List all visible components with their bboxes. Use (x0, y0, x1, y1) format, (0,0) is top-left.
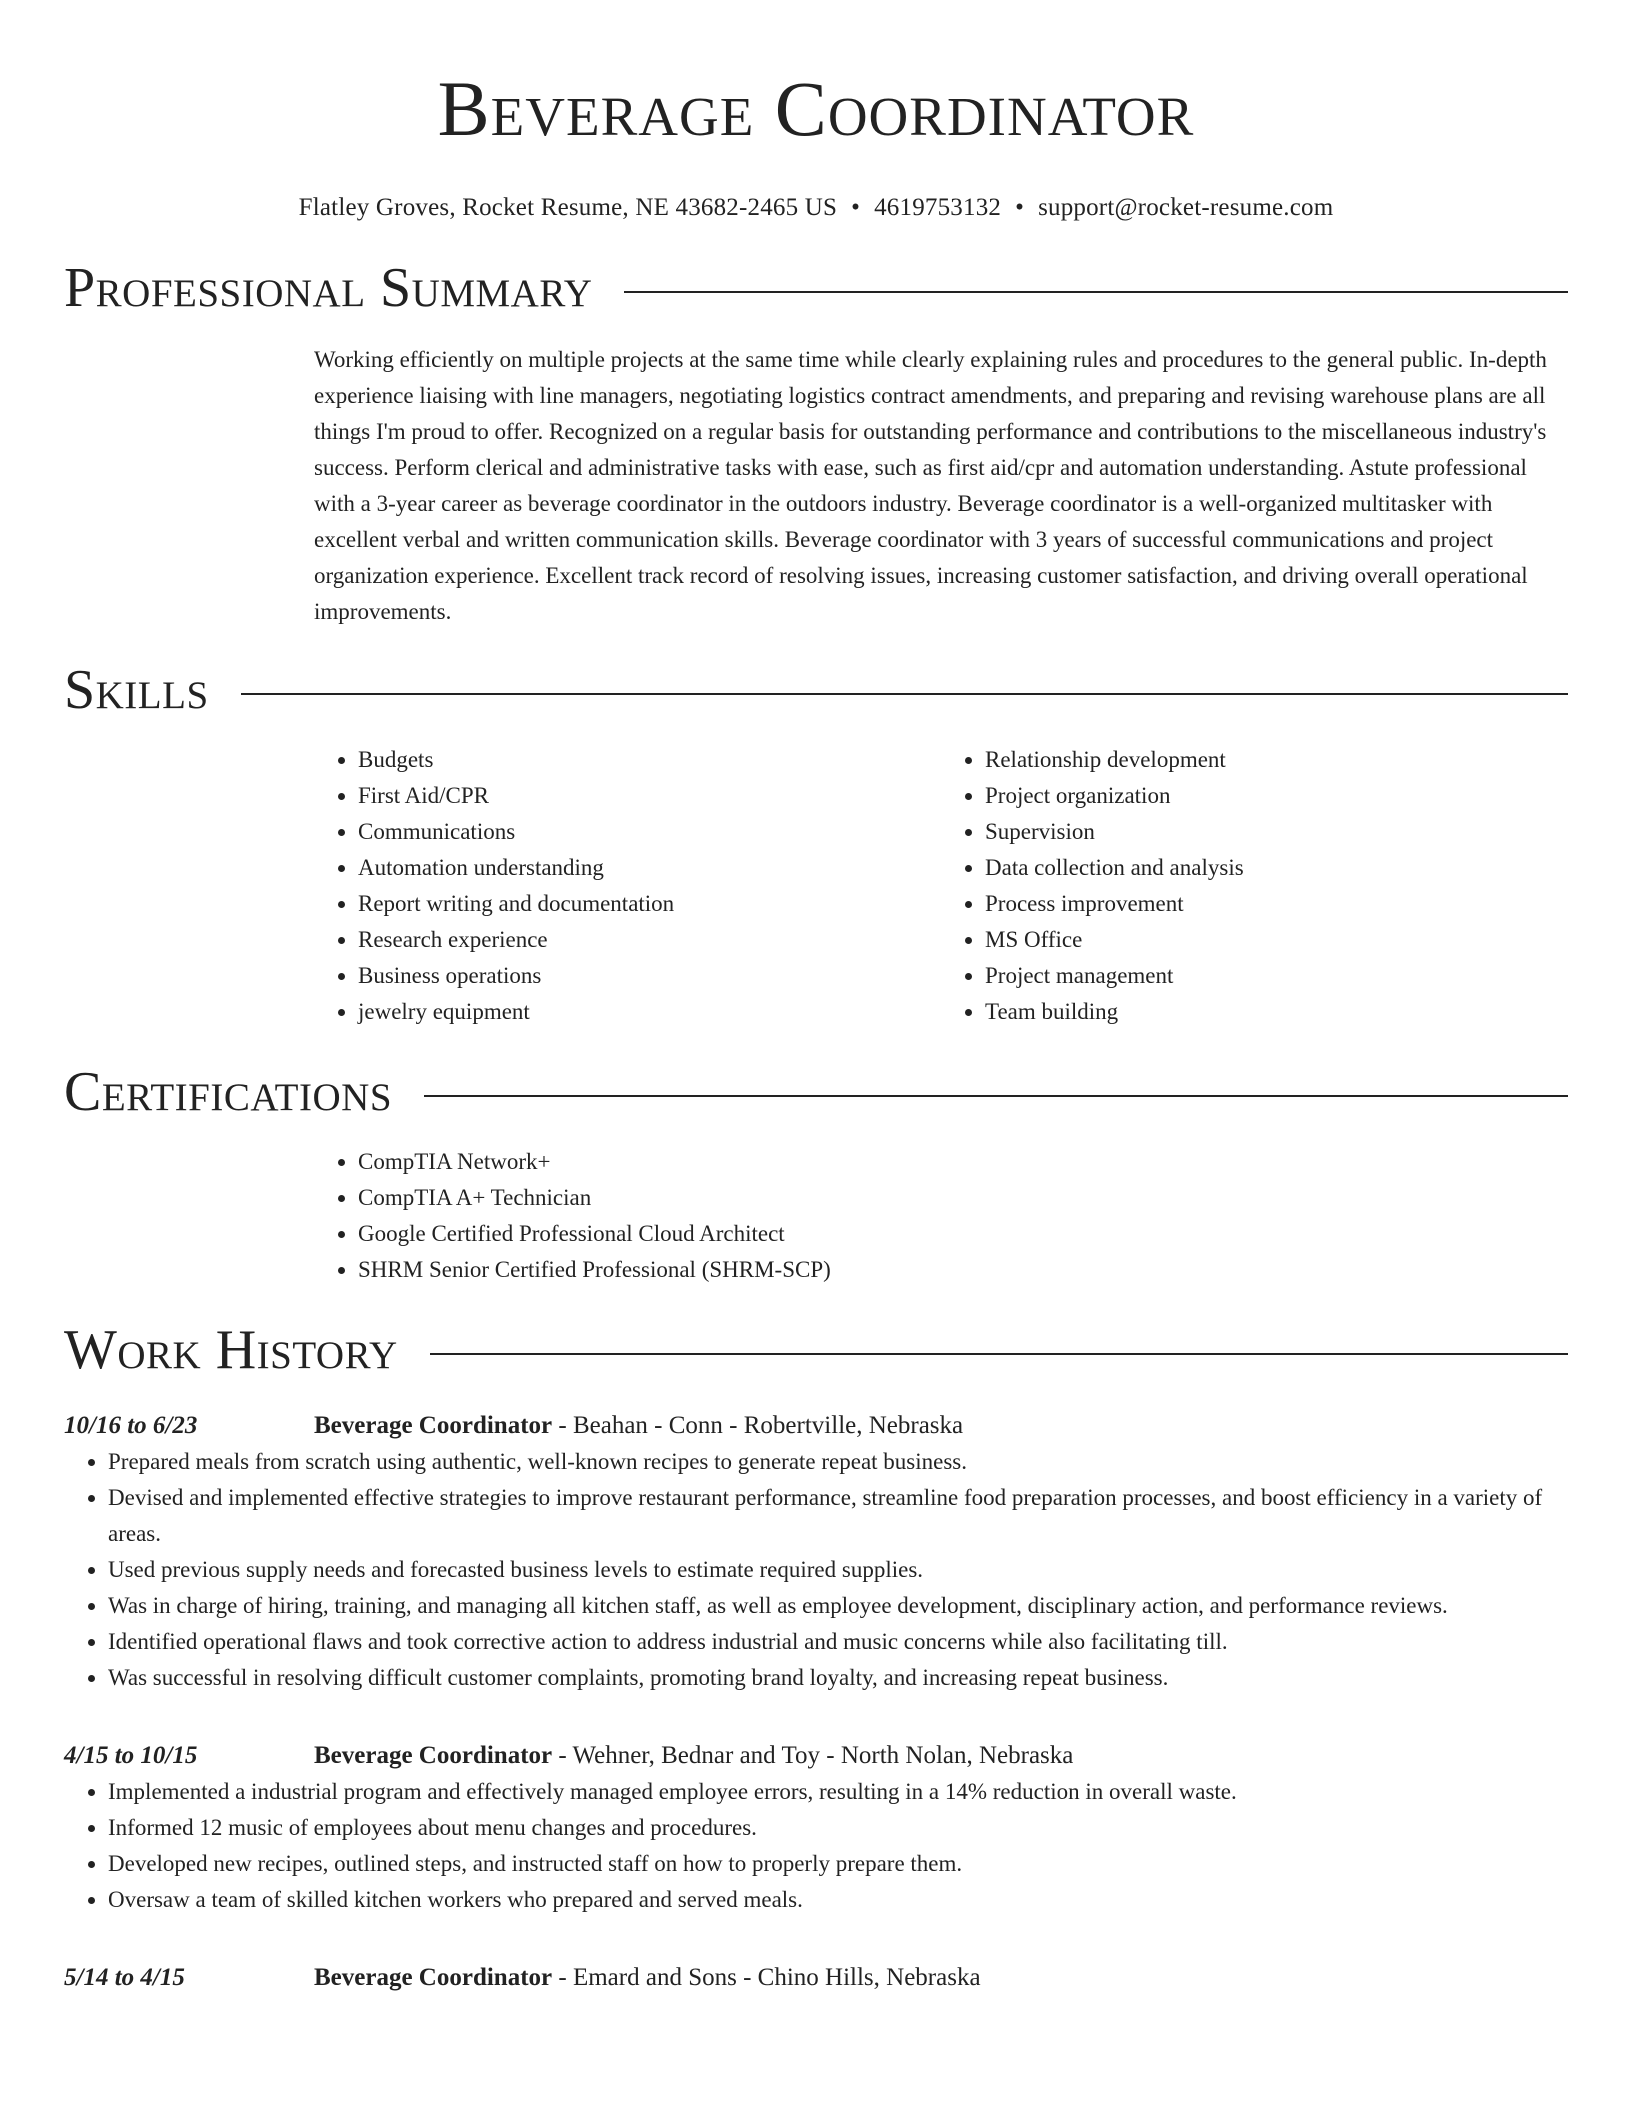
certification-item: • SHRM Senior Certified Professional (SHRM-SCP) (358, 1252, 1568, 1288)
work-history-section (64, 1318, 1568, 1996)
job-header (64, 1738, 1568, 1774)
job-bullet: • Developed new recipes, outlined steps, and instructed staff on how to properly prepare them. (108, 1846, 1568, 1882)
skills-heading-row (64, 658, 1568, 722)
jobs-list (64, 1408, 1568, 1996)
skill-item: • Research experience (358, 922, 941, 958)
certifications-heading-row (64, 1060, 1568, 1124)
job-bullet: • Implemented a industrial program and effectively managed employee errors, resulting in a 14% reduction in overall waste. (108, 1774, 1568, 1810)
skill-item: • MS Office (985, 922, 1568, 958)
job-bullets (64, 1774, 1568, 1918)
job-bullet: • Informed 12 music of employees about menu changes and procedures. (108, 1810, 1568, 1846)
job-title: Beverage Coordinator (314, 1742, 553, 1769)
contact-address: Flatley Groves, Rocket Resume, NE 43682-2465 US (298, 194, 838, 221)
summary-section (64, 256, 1568, 630)
resume-title: Beverage Coordinator (437, 65, 1195, 152)
contact-separator: • (851, 194, 861, 221)
certifications-heading: Certifications (64, 1061, 393, 1123)
certification-item: • CompTIA Network+ (358, 1144, 1568, 1180)
job-bullet: • Prepared meals from scratch using authentic, well-known recipes to generate repeat business. (108, 1444, 1568, 1480)
job-employer-location: - Emard and Sons - Chino Hills, Nebraska (552, 1964, 981, 1991)
contact-email: support@rocket-resume.com (1038, 194, 1334, 221)
section-divider (424, 1095, 1568, 1097)
job-dates: 5/14 to 4/15 (64, 1964, 185, 1991)
job-bullet: • Was successful in resolving difficult customer complaints, promoting brand loyalty, and increasing repeat business. (108, 1660, 1568, 1696)
job-entry (64, 1738, 1568, 1918)
job-dates: 10/16 to 6/23 (64, 1412, 198, 1439)
job-title: Beverage Coordinator (314, 1412, 553, 1439)
job-title: Beverage Coordinator (314, 1964, 553, 1991)
certifications-section (64, 1060, 1568, 1288)
summary-heading-row (64, 256, 1568, 320)
skill-item: • Budgets (358, 742, 941, 778)
skills-section (64, 658, 1568, 1030)
job-bullets (64, 1444, 1568, 1696)
work-heading-row (64, 1318, 1568, 1382)
job-bullet: • Oversaw a team of skilled kitchen workers who prepared and served meals. (108, 1882, 1568, 1918)
contact-phone: 4619753132 (874, 194, 1002, 221)
job-employer-location: - Wehner, Bednar and Toy - North Nolan, Nebraska (552, 1742, 1074, 1769)
job-bullet: • Identified operational flaws and took corrective action to address industrial and music concerns while also facilitating till. (108, 1624, 1568, 1660)
skills-grid (314, 742, 1568, 1030)
skill-item: • Automation understanding (358, 850, 941, 886)
section-divider (241, 693, 1568, 695)
job-bullet: • Was in charge of hiring, training, and managing all kitchen staff, as well as employee development, disciplinary action, and performance reviews. (108, 1588, 1568, 1624)
certifications-list (314, 1144, 1568, 1288)
skills-heading: Skills (64, 659, 209, 721)
skill-item: • First Aid/CPR (358, 778, 941, 814)
job-header (64, 1960, 1568, 1996)
job-header (64, 1408, 1568, 1444)
skill-item: • Team building (985, 994, 1568, 1030)
job-entry (64, 1960, 1568, 1996)
resume-header (0, 0, 1632, 222)
section-divider (430, 1353, 1568, 1355)
skills-list-right (941, 742, 1568, 1030)
skill-item: • Relationship development (985, 742, 1568, 778)
certification-item: • Google Certified Professional Cloud Architect (358, 1216, 1568, 1252)
skill-item: • jewelry equipment (358, 994, 941, 1030)
job-entry (64, 1408, 1568, 1696)
job-bullet: • Devised and implemented effective strategies to improve restaurant performance, streamline food preparation processes, and boost efficiency in a variety of areas. (108, 1480, 1568, 1552)
section-divider (624, 291, 1568, 293)
skill-item: • Project organization (985, 778, 1568, 814)
summary-text: Working efficiently on multiple projects at the same time while clearly explaining rules and procedures to the general public. In-depth experience liaising with line managers, negotiating logistics contract amendments, and preparing and revising warehouse plans are all things I'm proud to offer. Recognized on a regular basis for outstanding performance and contributions to the miscellaneous industry's success. Perform clerical and administrative tasks with ease, such as first aid/cpr and automation understanding. Astute professional with a 3-year career as beverage coordinator in the outdoors industry. Beverage coordinator is a well-organized multitasker with excellent verbal and written communication skills. Beverage coordinator with 3 years of successful communications and project organization experience. Excellent track record of resolving issues, increasing customer satisfaction, and driving overall operational improvements. (314, 347, 1547, 624)
skill-item: • Report writing and documentation (358, 886, 941, 922)
contact-separator: • (1015, 194, 1025, 221)
contact-line (0, 194, 1632, 222)
job-bullet: • Used previous supply needs and forecasted business levels to estimate required supplies. (108, 1552, 1568, 1588)
job-info (314, 1960, 981, 1996)
skill-item: • Process improvement (985, 886, 1568, 922)
skill-item: • Business operations (358, 958, 941, 994)
job-employer-location: - Beahan - Conn - Robertville, Nebraska (552, 1412, 964, 1439)
skills-list-left (314, 742, 941, 1030)
job-info (314, 1738, 1073, 1774)
summary-heading: Professional Summary (64, 257, 593, 319)
skill-item: • Data collection and analysis (985, 850, 1568, 886)
job-dates: 4/15 to 10/15 (64, 1742, 198, 1769)
work-heading: Work History (64, 1319, 398, 1381)
skill-item: • Supervision (985, 814, 1568, 850)
skill-item: • Project management (985, 958, 1568, 994)
skill-item: • Communications (358, 814, 941, 850)
certification-item: • CompTIA A+ Technician (358, 1180, 1568, 1216)
job-info (314, 1408, 963, 1444)
